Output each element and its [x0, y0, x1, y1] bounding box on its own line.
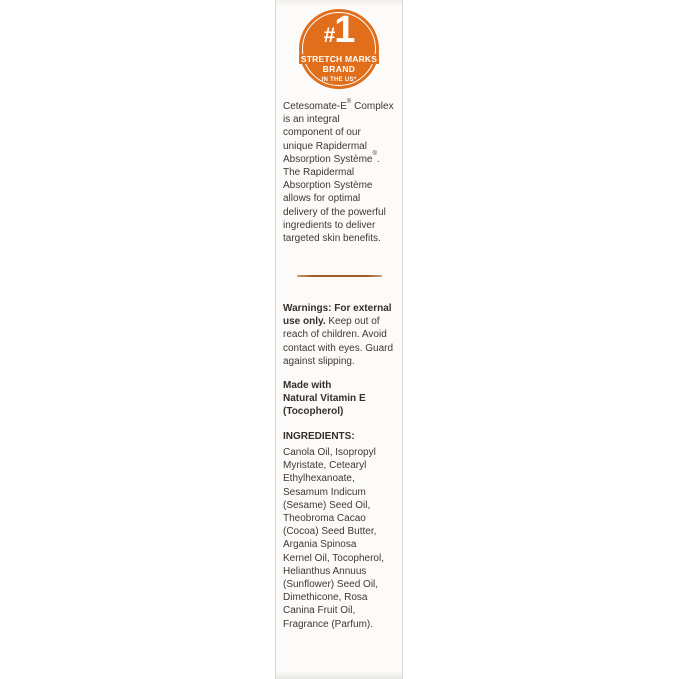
- badge-rank-number: [323, 9, 355, 53]
- badge-in-the-us-label: IN THE US*: [321, 77, 357, 83]
- panel-bottom-edge-shadow: [276, 671, 402, 679]
- text-line: Absorption Système: [283, 180, 373, 192]
- text-line: Canola Oil, Isopropyl: [283, 447, 376, 458]
- text-line: component of our: [283, 127, 361, 139]
- text-line: Sesamum Indicum: [283, 486, 366, 498]
- text-line: contact with eyes. Guard: [283, 342, 394, 354]
- complex-description-paragraph: [283, 100, 401, 245]
- text-line: Natural Vitamin E: [283, 393, 366, 405]
- text-line: Absorption Système®.: [283, 151, 380, 165]
- badge-stretch-marks-label: STRETCH MARKS: [300, 54, 378, 64]
- text-line: Ethylhexanoate,: [283, 473, 355, 485]
- text-line: (Cocoa) Seed Butter,: [283, 526, 377, 538]
- made-with-vitamin-e-text: [283, 379, 401, 419]
- text-line: Warnings: For external: [283, 303, 392, 314]
- badge-brand-label: BRAND: [322, 64, 356, 74]
- packaging-side-panel: [275, 0, 403, 679]
- text-line: (Sesame) Seed Oil,: [283, 499, 371, 511]
- text-line: is an integral: [283, 114, 340, 126]
- text-line: Myristate, Cetearyl: [283, 460, 367, 472]
- text-line: unique Rapidermal: [283, 140, 367, 152]
- ingredients-label: INGREDIENTS:: [283, 431, 355, 442]
- text-line: (Tocopherol): [283, 406, 344, 418]
- section-divider-line: [297, 275, 382, 277]
- text-line: Cetesomate-E® Complex: [283, 98, 394, 112]
- warnings-text: [283, 302, 401, 368]
- text-line: targeted skin benefits.: [283, 233, 381, 245]
- text-line: Kernel Oil, Tocopherol,: [283, 552, 384, 564]
- badge-number-one: 1: [334, 9, 355, 51]
- badge-hash-sign: #: [323, 24, 335, 47]
- text-line: Made with: [283, 380, 332, 391]
- text-line: (Sunflower) Seed Oil,: [283, 579, 379, 591]
- text-line: allows for optimal: [283, 193, 361, 205]
- text-line: against slipping.: [283, 355, 355, 367]
- badge-content: [299, 9, 379, 89]
- text-line: Helianthus Annuus: [283, 565, 367, 577]
- ingredients-list: [283, 446, 401, 631]
- text-line: The Rapidermal: [283, 167, 355, 179]
- text-line: reach of children. Avoid: [283, 329, 387, 341]
- text-line: Dimethicone, Rosa: [283, 592, 368, 604]
- text-line: delivery of the powerful: [283, 206, 386, 218]
- text-line: Fragrance (Parfum).: [283, 618, 374, 630]
- text-line: ingredients to deliver: [283, 219, 376, 231]
- text-line: Canina Fruit Oil,: [283, 605, 356, 617]
- panel-top-edge-shadow: [276, 0, 402, 6]
- text-line: use only. Keep out of: [283, 316, 380, 328]
- text-line: Theobroma Cacao: [283, 513, 366, 525]
- number-one-stretch-marks-badge: [299, 9, 379, 89]
- text-line: Argania Spinosa: [283, 539, 357, 551]
